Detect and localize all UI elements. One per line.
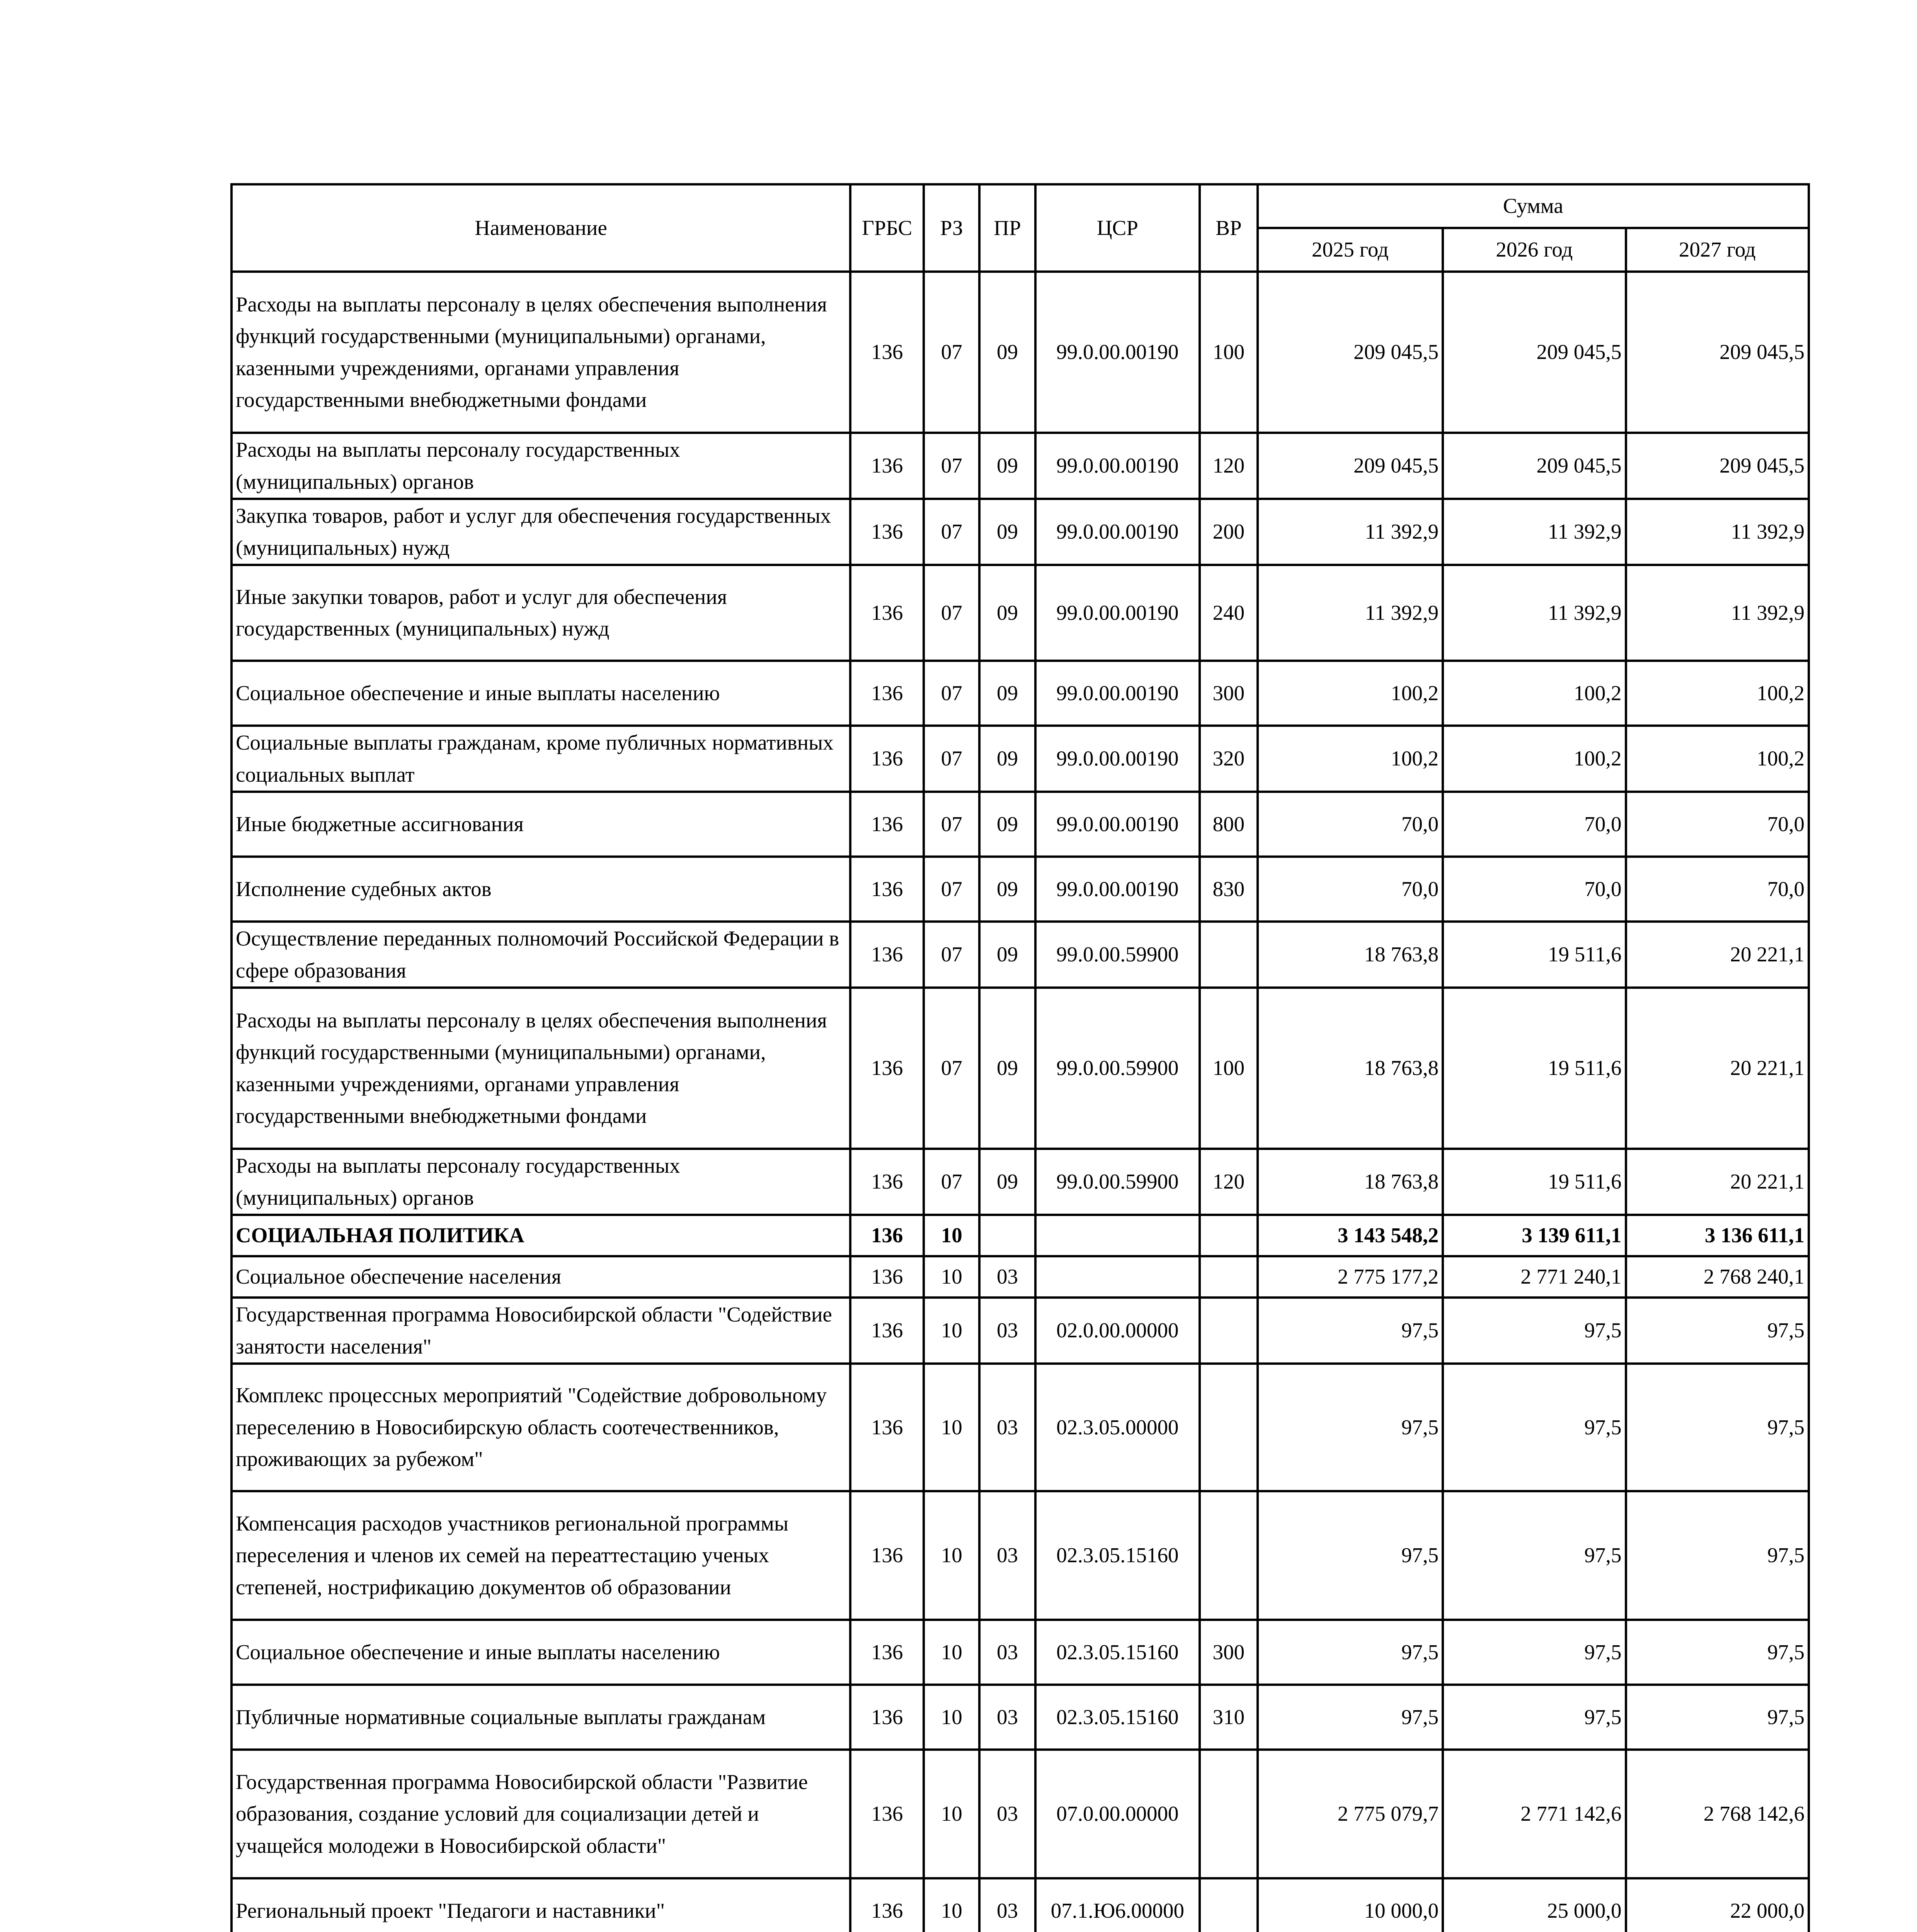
- row-csr: 02.3.05.15160: [1035, 1685, 1200, 1750]
- table-row: [232, 661, 1809, 726]
- table-row: [232, 499, 1809, 565]
- row-grbs: 136: [850, 272, 924, 433]
- row-sum-2025: 70,0: [1258, 792, 1443, 857]
- row-name: Расходы на выплаты персоналу в целях обеспечения выполнения функций государственными (муниципальными) органами, казенными учреждениями, органами управления государственными внебюджетными фондами: [232, 988, 850, 1149]
- row-vr: 800: [1200, 792, 1257, 857]
- row-vr: 200: [1200, 499, 1257, 565]
- table-row: [232, 1620, 1809, 1685]
- row-vr: [1200, 1878, 1257, 1932]
- row-vr: [1200, 1750, 1257, 1878]
- row-rz: 07: [924, 922, 979, 988]
- row-grbs: 136: [850, 1685, 924, 1750]
- table-row: [232, 922, 1809, 988]
- row-pr: 03: [979, 1685, 1035, 1750]
- row-vr: 310: [1200, 1685, 1257, 1750]
- row-grbs: 136: [850, 1149, 924, 1215]
- table-row: [232, 1491, 1809, 1620]
- row-grbs: 136: [850, 857, 924, 922]
- row-sum-2027: 97,5: [1626, 1364, 1809, 1491]
- row-grbs: 136: [850, 433, 924, 499]
- row-sum-2026: 209 045,5: [1443, 433, 1626, 499]
- header-rz: РЗ: [924, 184, 979, 272]
- row-vr: [1200, 1256, 1257, 1298]
- row-sum-2026: 97,5: [1443, 1685, 1626, 1750]
- row-name: Исполнение судебных актов: [232, 857, 850, 922]
- row-sum-2026: 97,5: [1443, 1620, 1626, 1685]
- row-rz: 07: [924, 661, 979, 726]
- row-sum-2025: 97,5: [1258, 1491, 1443, 1620]
- row-csr: 99.0.00.59900: [1035, 922, 1200, 988]
- row-sum-2025: 100,2: [1258, 726, 1443, 792]
- row-vr: [1200, 1298, 1257, 1364]
- row-sum-2027: 70,0: [1626, 792, 1809, 857]
- row-pr: 09: [979, 857, 1035, 922]
- row-csr: 99.0.00.59900: [1035, 1149, 1200, 1215]
- row-csr: 02.3.05.15160: [1035, 1491, 1200, 1620]
- row-sum-2027: 97,5: [1626, 1685, 1809, 1750]
- row-name: Социальное обеспечение и иные выплаты населению: [232, 661, 850, 726]
- row-sum-2026: 100,2: [1443, 661, 1626, 726]
- row-pr: 09: [979, 792, 1035, 857]
- row-name: Публичные нормативные социальные выплаты гражданам: [232, 1685, 850, 1750]
- row-rz: 10: [924, 1298, 979, 1364]
- table-row: [232, 726, 1809, 792]
- header-name: Наименование: [232, 184, 850, 272]
- row-csr: [1035, 1215, 1200, 1256]
- row-pr: 03: [979, 1364, 1035, 1491]
- row-pr: 03: [979, 1256, 1035, 1298]
- row-sum-2025: 11 392,9: [1258, 499, 1443, 565]
- row-name: Осуществление переданных полномочий Российской Федерации в сфере образования: [232, 922, 850, 988]
- row-rz: 07: [924, 1149, 979, 1215]
- row-vr: 100: [1200, 988, 1257, 1149]
- row-sum-2026: 97,5: [1443, 1491, 1626, 1620]
- row-rz: 10: [924, 1215, 979, 1256]
- row-name: Расходы на выплаты персоналу в целях обеспечения выполнения функций государственными (муниципальными) органами, казенными учреждениями, органами управления государственными внебюджетными фондами: [232, 272, 850, 433]
- row-sum-2027: 3 136 611,1: [1626, 1215, 1809, 1256]
- row-rz: 07: [924, 857, 979, 922]
- row-sum-2026: 19 511,6: [1443, 1149, 1626, 1215]
- row-sum-2027: 97,5: [1626, 1620, 1809, 1685]
- row-pr: 03: [979, 1878, 1035, 1932]
- row-grbs: 136: [850, 922, 924, 988]
- table-row: [232, 1256, 1809, 1298]
- table-row: [232, 792, 1809, 857]
- row-sum-2025: 209 045,5: [1258, 272, 1443, 433]
- table-row: [232, 1364, 1809, 1491]
- table-row: [232, 1685, 1809, 1750]
- row-sum-2027: 20 221,1: [1626, 1149, 1809, 1215]
- row-rz: 10: [924, 1491, 979, 1620]
- row-grbs: 136: [850, 661, 924, 726]
- row-pr: 03: [979, 1750, 1035, 1878]
- row-sum-2027: 97,5: [1626, 1491, 1809, 1620]
- row-sum-2025: 11 392,9: [1258, 565, 1443, 661]
- row-grbs: 136: [850, 1364, 924, 1491]
- row-csr: 99.0.00.00190: [1035, 857, 1200, 922]
- row-rz: 07: [924, 433, 979, 499]
- row-csr: [1035, 1256, 1200, 1298]
- row-rz: 10: [924, 1256, 979, 1298]
- row-name: Закупка товаров, работ и услуг для обеспечения государственных (муниципальных) нужд: [232, 499, 850, 565]
- row-sum-2025: 18 763,8: [1258, 922, 1443, 988]
- row-sum-2027: 20 221,1: [1626, 922, 1809, 988]
- row-grbs: 136: [850, 1750, 924, 1878]
- row-sum-2025: 2 775 177,2: [1258, 1256, 1443, 1298]
- row-name: Государственная программа Новосибирской области "Развитие образования, создание условий для социализации детей и учащейся молодежи в Новосибирской области": [232, 1750, 850, 1878]
- row-vr: 300: [1200, 661, 1257, 726]
- row-grbs: 136: [850, 1620, 924, 1685]
- row-name: Государственная программа Новосибирской области "Содействие занятости населения": [232, 1298, 850, 1364]
- row-pr: 09: [979, 988, 1035, 1149]
- row-pr: [979, 1215, 1035, 1256]
- row-rz: 07: [924, 499, 979, 565]
- row-sum-2026: 100,2: [1443, 726, 1626, 792]
- row-sum-2026: 70,0: [1443, 857, 1626, 922]
- row-csr: 02.3.05.00000: [1035, 1364, 1200, 1491]
- header-year-2027: 2027 год: [1626, 228, 1809, 272]
- row-sum-2026: 3 139 611,1: [1443, 1215, 1626, 1256]
- row-pr: 09: [979, 1149, 1035, 1215]
- table-body: [232, 272, 1809, 1932]
- row-sum-2026: 2 771 240,1: [1443, 1256, 1626, 1298]
- row-sum-2025: 2 775 079,7: [1258, 1750, 1443, 1878]
- row-sum-2026: 97,5: [1443, 1364, 1626, 1491]
- row-grbs: 136: [850, 1298, 924, 1364]
- table-row: [232, 1750, 1809, 1878]
- row-pr: 09: [979, 661, 1035, 726]
- row-name: Компенсация расходов участников региональной программы переселения и членов их семей на переаттестацию ученых степеней, нострификацию документов об образовании: [232, 1491, 850, 1620]
- row-sum-2027: 209 045,5: [1626, 272, 1809, 433]
- row-grbs: 136: [850, 792, 924, 857]
- row-pr: 09: [979, 272, 1035, 433]
- row-sum-2025: 70,0: [1258, 857, 1443, 922]
- table-row: [232, 1215, 1809, 1256]
- row-pr: 09: [979, 433, 1035, 499]
- row-vr: [1200, 1215, 1257, 1256]
- row-sum-2027: 11 392,9: [1626, 499, 1809, 565]
- row-vr: 120: [1200, 433, 1257, 499]
- row-sum-2027: 2 768 142,6: [1626, 1750, 1809, 1878]
- budget-table: [230, 183, 1810, 1932]
- row-rz: 07: [924, 565, 979, 661]
- row-sum-2026: 2 771 142,6: [1443, 1750, 1626, 1878]
- header-pr: ПР: [979, 184, 1035, 272]
- row-sum-2027: 20 221,1: [1626, 988, 1809, 1149]
- row-grbs: 136: [850, 988, 924, 1149]
- row-vr: 120: [1200, 1149, 1257, 1215]
- row-rz: 07: [924, 272, 979, 433]
- row-csr: 99.0.00.59900: [1035, 988, 1200, 1149]
- row-csr: 99.0.00.00190: [1035, 792, 1200, 857]
- row-vr: 240: [1200, 565, 1257, 661]
- row-pr: 09: [979, 726, 1035, 792]
- header-year-2026: 2026 год: [1443, 228, 1626, 272]
- table-row: [232, 565, 1809, 661]
- table-row: [232, 272, 1809, 433]
- row-csr: 99.0.00.00190: [1035, 661, 1200, 726]
- header-csr: ЦСР: [1035, 184, 1200, 272]
- row-sum-2027: 2 768 240,1: [1626, 1256, 1809, 1298]
- row-sum-2026: 11 392,9: [1443, 499, 1626, 565]
- row-sum-2027: 22 000,0: [1626, 1878, 1809, 1932]
- row-sum-2025: 10 000,0: [1258, 1878, 1443, 1932]
- row-csr: 02.0.00.00000: [1035, 1298, 1200, 1364]
- row-vr: 100: [1200, 272, 1257, 433]
- row-sum-2025: 97,5: [1258, 1685, 1443, 1750]
- row-csr: 02.3.05.15160: [1035, 1620, 1200, 1685]
- row-pr: 09: [979, 499, 1035, 565]
- row-rz: 07: [924, 988, 979, 1149]
- row-sum-2026: 19 511,6: [1443, 988, 1626, 1149]
- table-row: [232, 433, 1809, 499]
- row-sum-2025: 18 763,8: [1258, 988, 1443, 1149]
- row-sum-2027: 11 392,9: [1626, 565, 1809, 661]
- row-csr: 99.0.00.00190: [1035, 726, 1200, 792]
- row-name: Иные закупки товаров, работ и услуг для обеспечения государственных (муниципальных) нужд: [232, 565, 850, 661]
- row-name: Социальное обеспечение населения: [232, 1256, 850, 1298]
- row-rz: 10: [924, 1620, 979, 1685]
- row-vr: 830: [1200, 857, 1257, 922]
- row-csr: 07.1.Ю6.00000: [1035, 1878, 1200, 1932]
- row-grbs: 136: [850, 1215, 924, 1256]
- table-row: [232, 1878, 1809, 1932]
- row-rz: 07: [924, 726, 979, 792]
- row-vr: 320: [1200, 726, 1257, 792]
- row-sum-2025: 97,5: [1258, 1364, 1443, 1491]
- row-name: Расходы на выплаты персоналу государственных (муниципальных) органов: [232, 433, 850, 499]
- row-sum-2026: 97,5: [1443, 1298, 1626, 1364]
- table-row: [232, 988, 1809, 1149]
- row-rz: 10: [924, 1878, 979, 1932]
- row-vr: [1200, 1364, 1257, 1491]
- row-sum-2025: 18 763,8: [1258, 1149, 1443, 1215]
- header-vr: ВР: [1200, 184, 1257, 272]
- table-row: [232, 1298, 1809, 1364]
- row-grbs: 136: [850, 1878, 924, 1932]
- row-grbs: 136: [850, 499, 924, 565]
- row-vr: 300: [1200, 1620, 1257, 1685]
- row-csr: 99.0.00.00190: [1035, 433, 1200, 499]
- table-row: [232, 857, 1809, 922]
- row-name: Социальное обеспечение и иные выплаты населению: [232, 1620, 850, 1685]
- row-rz: 07: [924, 792, 979, 857]
- row-csr: 99.0.00.00190: [1035, 499, 1200, 565]
- row-csr: 99.0.00.00190: [1035, 272, 1200, 433]
- row-pr: 09: [979, 565, 1035, 661]
- row-sum-2027: 100,2: [1626, 661, 1809, 726]
- row-rz: 10: [924, 1750, 979, 1878]
- table-row: [232, 1149, 1809, 1215]
- row-name: Расходы на выплаты персоналу государственных (муниципальных) органов: [232, 1149, 850, 1215]
- row-name: Комплекс процессных мероприятий "Содействие добровольному переселению в Новосибирскую область соотечественников, проживающих за рубежом": [232, 1364, 850, 1491]
- row-pr: 09: [979, 922, 1035, 988]
- header-grbs: ГРБС: [850, 184, 924, 272]
- row-sum-2027: 97,5: [1626, 1298, 1809, 1364]
- row-name: СОЦИАЛЬНАЯ ПОЛИТИКА: [232, 1215, 850, 1256]
- row-sum-2025: 100,2: [1258, 661, 1443, 726]
- row-csr: 07.0.00.00000: [1035, 1750, 1200, 1878]
- row-vr: [1200, 922, 1257, 988]
- row-sum-2026: 11 392,9: [1443, 565, 1626, 661]
- row-pr: 03: [979, 1298, 1035, 1364]
- row-name: Социальные выплаты гражданам, кроме публичных нормативных социальных выплат: [232, 726, 850, 792]
- header-sum: Сумма: [1258, 184, 1809, 228]
- row-sum-2026: 19 511,6: [1443, 922, 1626, 988]
- row-sum-2025: 3 143 548,2: [1258, 1215, 1443, 1256]
- row-pr: 03: [979, 1620, 1035, 1685]
- row-grbs: 136: [850, 1491, 924, 1620]
- row-rz: 10: [924, 1364, 979, 1491]
- row-rz: 10: [924, 1685, 979, 1750]
- row-name: Иные бюджетные ассигнования: [232, 792, 850, 857]
- table-header: [232, 184, 1809, 272]
- row-sum-2025: 97,5: [1258, 1298, 1443, 1364]
- row-vr: [1200, 1491, 1257, 1620]
- row-sum-2025: 97,5: [1258, 1620, 1443, 1685]
- row-grbs: 136: [850, 565, 924, 661]
- row-csr: 99.0.00.00190: [1035, 565, 1200, 661]
- row-sum-2026: 209 045,5: [1443, 272, 1626, 433]
- row-sum-2026: 25 000,0: [1443, 1878, 1626, 1932]
- row-sum-2025: 209 045,5: [1258, 433, 1443, 499]
- row-sum-2027: 100,2: [1626, 726, 1809, 792]
- row-name: Региональный проект "Педагоги и наставники": [232, 1878, 850, 1932]
- row-grbs: 136: [850, 726, 924, 792]
- row-grbs: 136: [850, 1256, 924, 1298]
- row-sum-2026: 70,0: [1443, 792, 1626, 857]
- row-sum-2027: 70,0: [1626, 857, 1809, 922]
- row-sum-2027: 209 045,5: [1626, 433, 1809, 499]
- row-pr: 03: [979, 1491, 1035, 1620]
- header-year-2025: 2025 год: [1258, 228, 1443, 272]
